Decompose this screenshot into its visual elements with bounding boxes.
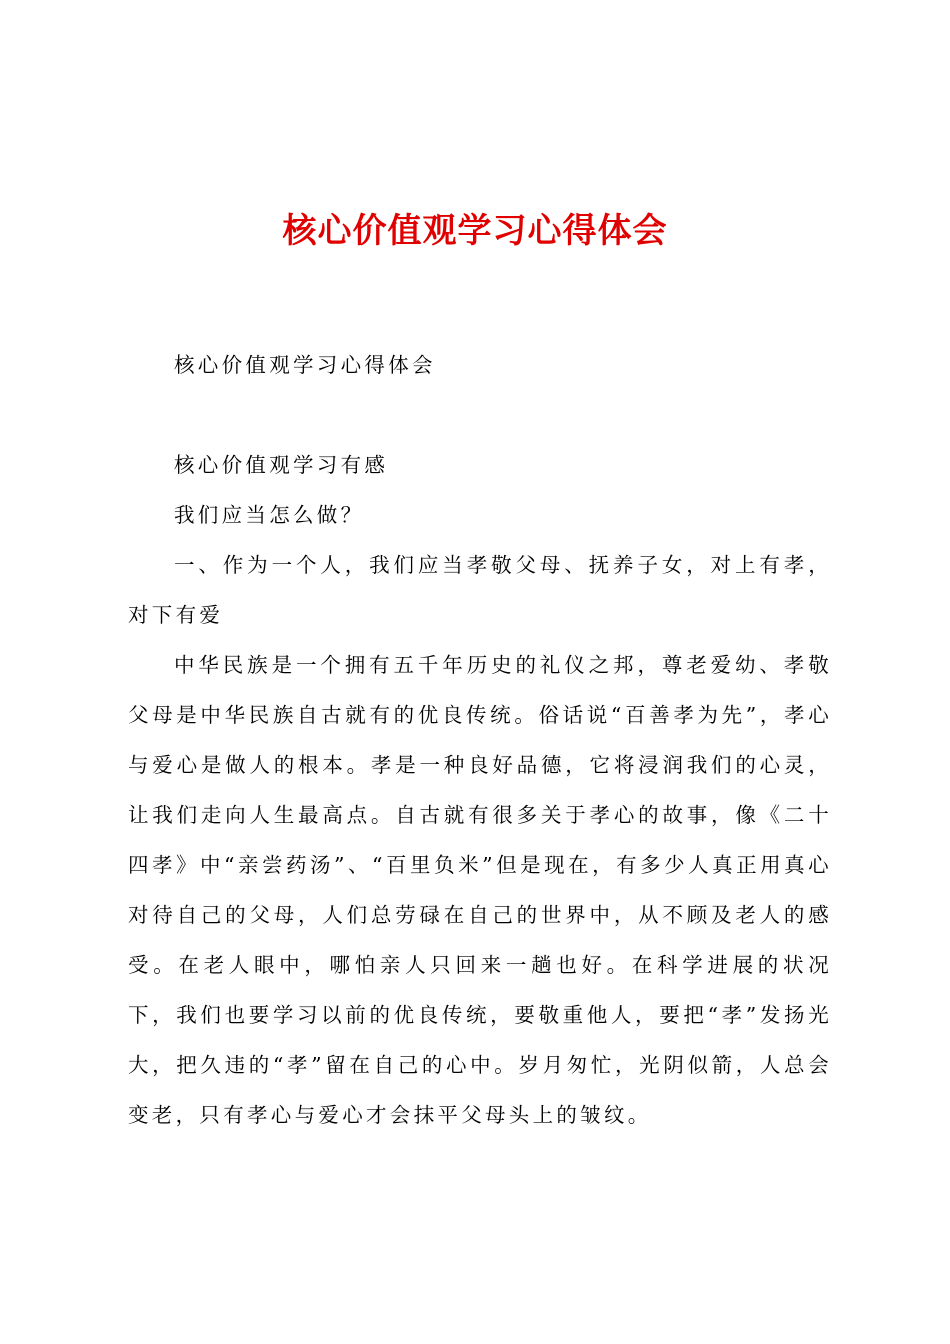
document-subtitle-block — [128, 340, 832, 390]
document-title: 核心价值观学习心得体会 — [282, 211, 668, 251]
paragraph-section-heading: 核心价值观学习有感 — [174, 453, 389, 477]
paragraph-point-one: 一、作为一个人，我们应当孝敬父母、抚养子女，对上有孝，对下有爱 — [128, 553, 832, 627]
paragraph-body: 中华民族是一个拥有五千年历史的礼仪之邦，尊老爱幼、孝敬父母是中华民族自古就有的优良传统。俗话说“百善孝为先”，孝心与爱心是做人的根本。孝是一种良好品德，它将浸润我们的心灵，让我们走向人生最高点。自古就有很多关于孝心的故事，像《二十四孝》中“亲尝药汤”、“百里负米”但是现在，有多少人真正用真心对待自己的父母，人们总劳碌在自己的世界中，从不顾及老人的感受。在老人眼中，哪怕亲人只回来一趟也好。在科学进展的状况下，我们也要学习以前的优良传统，要敬重他人，要把“孝”发扬光大，把久违的“孝”留在自己的心中。岁月匆忙，光阴似箭，人总会变老，只有孝心与爱心才会抹平父母头上的皱纹。 — [128, 653, 832, 1127]
document-body — [128, 440, 832, 1140]
paragraph-question: 我们应当怎么做？ — [174, 503, 365, 527]
document-subtitle: 核心价值观学习心得体会 — [174, 353, 436, 377]
